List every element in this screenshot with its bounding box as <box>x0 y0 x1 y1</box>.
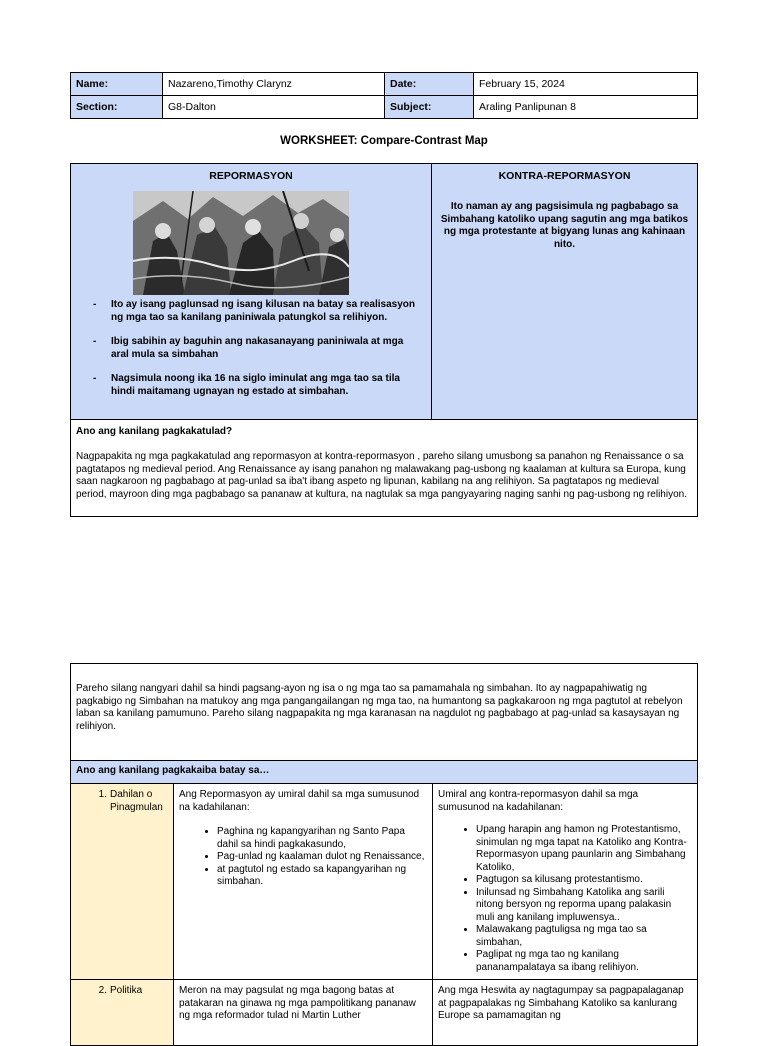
kontra-cause-cell <box>433 784 698 980</box>
info-row-section <box>71 96 698 119</box>
difference-row-dahilan <box>71 784 698 980</box>
repormasyon-cause-list <box>179 826 427 889</box>
difference-row-politika <box>71 980 698 1046</box>
repormasyon-cell <box>71 164 432 420</box>
section-label: Section: <box>71 96 163 119</box>
name-label: Name: <box>71 73 163 96</box>
similarity-answer: Nagpapakita ng mga pagkakatulad ang repormasyon at kontra-repormasyon , pareho silang umusbong sa panahon ng Renaissance o sa pagtatapos ng medieval period. Ang Renaissance ay isang panahon ng malawakang pag-usbong ng kaalaman at kultura sa Europa, kung saan nagkaroon ng pagbabago at pag-unlad sa iba't ibang aspeto ng lipunan, kabilang na ang relihiyon. Sa pagtatapos ng medieval period, mayroon ding mga pagbabago sa pananaw at kultura, na nagtulak sa mga pangyayaring naging sanhi ng pag-usbong ng relihiyon. <box>76 451 687 500</box>
difference-question-row <box>71 761 698 784</box>
similarity-cell <box>71 420 698 517</box>
repormasyon-politika-cell: Meron na may pagsulat ng mga bagong batas at patakaran na ginawa ng mga pampolitikang pananaw ng mga reformador tulad ni Martin Luther <box>174 980 433 1046</box>
date-label: Date: <box>385 73 474 96</box>
repormasyon-heading: REPORMASYON <box>209 170 293 182</box>
list-item: • Pag-unlad ng kaalaman dulot ng Renaissance, <box>217 851 427 864</box>
kontra-heading: KONTRA-REPORMASYON <box>498 170 631 182</box>
subject-label: Subject: <box>385 96 474 119</box>
difference-question: Ano ang kanilang pagkakaiba batay sa… <box>71 761 698 784</box>
list-item: • Paglipat ng mga tao ng kanilang pananampalataya sa ibang relihiyon. <box>476 949 692 974</box>
student-info-table <box>70 72 698 119</box>
topics-row <box>71 164 698 420</box>
repormasyon-bullet: - Nagsimula noong ika 16 na siglo iminulat ang mga tao sa tila hindi maitamang ugnayan ng estado at simbahan. <box>93 373 423 398</box>
compare-contrast-table <box>70 163 698 517</box>
kontra-cause-intro: Umiral ang kontra-repormasyon dahil sa mga sumusunod na kadahilanan: <box>438 789 639 813</box>
repormasyon-cause-intro: Ang Repormasyon ay umiral dahil sa mga sumusunod na kadahilanan: <box>179 789 420 813</box>
row-label: Politika <box>110 985 143 996</box>
repormasyon-bullet-list <box>71 299 431 398</box>
difference-intro: Pareho silang nangyari dahil sa hindi pagsang-ayon ng isa o ng mga tao sa pamamahala ng simbahan. Ito ay nagpapahiwatig ng pagkabigo ng Simbahan na matukoy ang mga pangangailangan ng mga tao, na humantong sa pagkakaroon ng mga pagtutol at rebelyon laban sa kanilang pamumuno. Pareho silang nagpapakita ng mga karanasan na nagdulot ng pagbabago at pag-unlad sa kasaysayan ng relihiyon. <box>71 664 698 761</box>
reformation-engraving-image <box>133 191 349 295</box>
row-number: 1. <box>98 789 107 800</box>
section-value: G8-Dalton <box>163 96 385 119</box>
similarity-question: Ano ang kanilang pagkakatulad? <box>76 426 233 437</box>
kontra-cause-list <box>438 824 692 974</box>
subject-value: Araling Panlipunan 8 <box>474 96 698 119</box>
list-item: • Pagtugon sa kilusang protestantismo. <box>476 874 692 887</box>
kontra-repormasyon-cell <box>432 164 698 420</box>
row-label-cell <box>71 784 174 980</box>
list-item: • Inilunsad ng Simbahang Katolika ang sarili nitong bersyon ng reporma upang palakasin muli ang kanilang impluwensya.. <box>476 887 692 925</box>
repormasyon-bullet: - Ito ay isang paglunsad ng isang kilusan na batay sa realisasyon ng mga tao sa kanilang paniniwala patungkol sa relihiyon. <box>93 299 423 324</box>
list-item: • Malawakang pagtuligsa ng mga tao sa simbahan, <box>476 924 692 949</box>
list-item: • Upang harapin ang hamon ng Protestantismo, sinimulan ng mga tapat na Katoliko ang Kontra-Repormasyon upang paunlarin ang Simbahang Katoliko, <box>476 824 692 874</box>
list-item: • at pagtutol ng estado sa kapangyarihan ng simbahan. <box>217 864 427 889</box>
name-value: Nazareno,Timothy Clarynz <box>163 73 385 96</box>
repormasyon-bullet: - Ibig sabihin ay baguhin ang nakasanayang paniniwala at mga aral mula sa simbahan <box>93 336 423 361</box>
repormasyon-cause-cell <box>174 784 433 980</box>
difference-intro-row <box>71 664 698 761</box>
date-value: February 15, 2024 <box>474 73 698 96</box>
kontra-description: Ito naman ay ang pagsisimula ng pagbabago sa Simbahang katoliko upang sagutin ang mga batikos ng mga protestante at bigyang lunas ang kahinaan nito. <box>440 201 689 250</box>
difference-table <box>70 663 698 1046</box>
row-label-cell <box>71 980 174 1046</box>
similarity-row <box>71 420 698 517</box>
worksheet-title: WORKSHEET: Compare-Contrast Map <box>280 135 488 147</box>
row-number: 2. <box>98 985 107 996</box>
kontra-politika-cell: Ang mga Heswita ay nagtagumpay sa pagpapalaganap at pagpapalakas ng Simbahang Katoliko sa kanlurang Europe sa pamamagitan ng <box>433 980 698 1046</box>
row-label: Dahilan o Pinagmulan <box>110 789 163 813</box>
list-item: • Paghina ng kapangyarihan ng Santo Papa dahil sa hindi pagkakasundo, <box>217 826 427 851</box>
info-row-name <box>71 73 698 96</box>
